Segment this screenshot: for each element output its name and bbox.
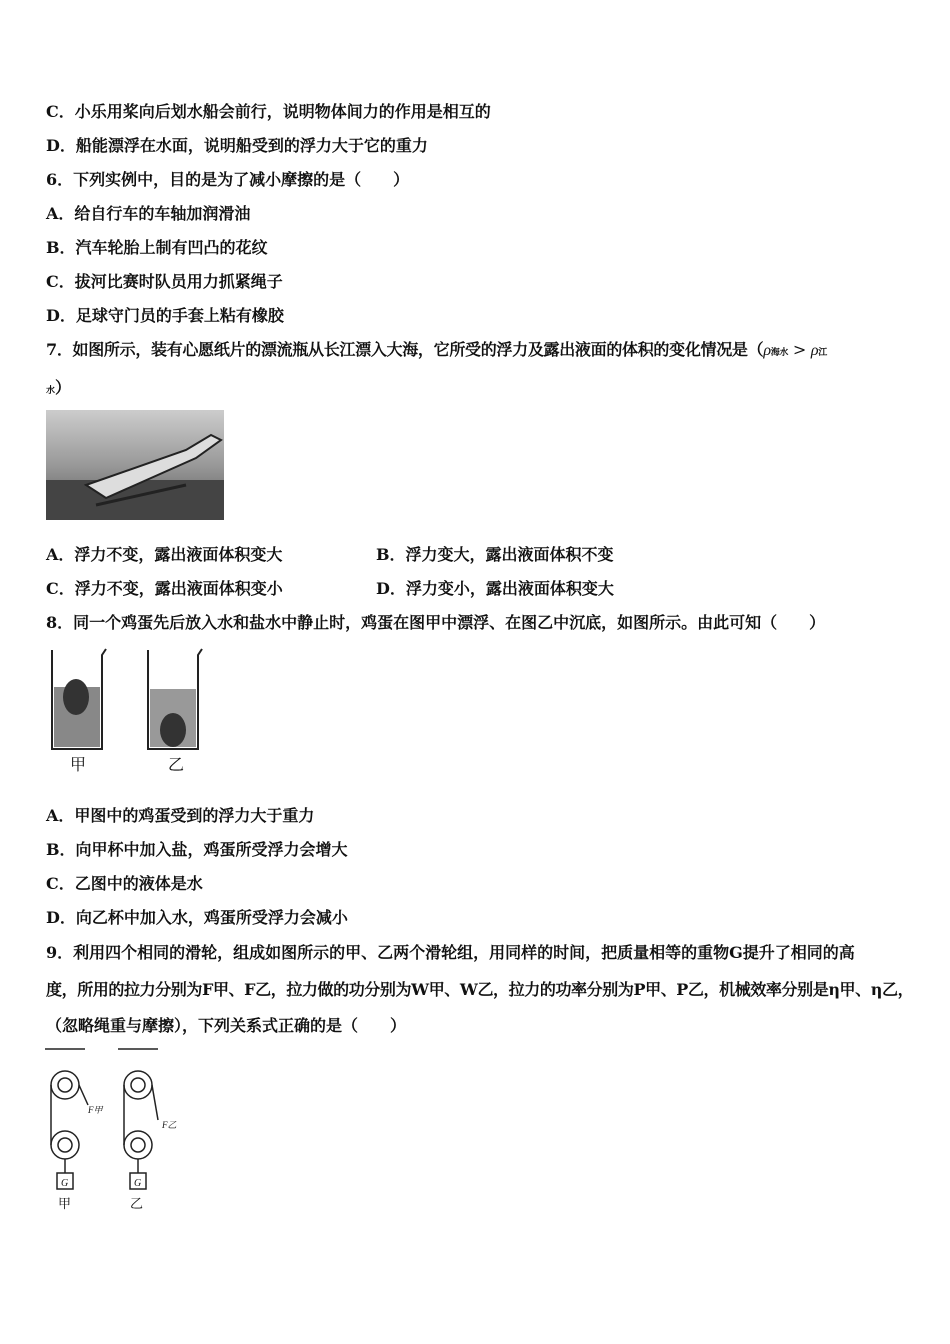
weight-g-yi: G <box>134 1178 142 1189</box>
force-f-yi: F乙 <box>162 1120 177 1130</box>
q7-option-d: D．浮力变小，露出液面体积变大 <box>376 579 614 598</box>
q7-option-b: B．浮力变大，露出液面体积不变 <box>376 545 614 564</box>
q8-option-c: C．乙图中的液体是水 <box>46 874 203 893</box>
q7-option-a: A．浮力不变，露出液面体积变大 <box>46 545 283 564</box>
label-jia: 甲 <box>70 755 87 774</box>
q6-option-a: A．给自行车的车轴加润滑油 <box>46 204 251 223</box>
q8-option-b: B．向甲杯中加入盐，鸡蛋所受浮力会增大 <box>46 840 348 859</box>
beaker-yi <box>148 649 202 749</box>
q9-line1: 9．利用四个相同的滑轮，组成如图所示的甲、乙两个滑轮组，用同样的时间，把质量相等的重物G提升了相同的高 <box>46 943 855 962</box>
pulley-label-jia: 甲 <box>58 1197 72 1212</box>
gt-symbol: > <box>788 340 811 359</box>
beakers-figure <box>46 645 216 755</box>
rho-symbol: ρ <box>810 342 819 359</box>
q8-option-d: D．向乙杯中加入水，鸡蛋所受浮力会减小 <box>46 908 348 927</box>
q7-stem <box>46 340 827 363</box>
rho-symbol: ρ <box>763 342 771 359</box>
beaker-jia <box>52 649 106 749</box>
sea-water-subscript: 海水 <box>770 348 789 358</box>
q5-option-c: C．小乐用桨向后划水船会前行，说明物体间力的作用是相互的 <box>46 102 491 121</box>
q9-line3: （忽略绳重与摩擦），下列关系式正确的是（ ） <box>46 1016 407 1035</box>
pulley-label-yi: 乙 <box>130 1197 144 1212</box>
river-subscript: 江 <box>818 348 827 358</box>
q6-stem: 6．下列实例中，目的是为了减小摩擦的是（ ） <box>46 170 410 189</box>
q7-stem-cont <box>46 378 71 401</box>
q5-option-d: D．船能漂浮在水面，说明船受到的浮力大于它的重力 <box>46 136 428 155</box>
label-yi: 乙 <box>168 755 185 774</box>
q8-option-a: A．甲图中的鸡蛋受到的浮力大于重力 <box>46 806 315 825</box>
q6-option-d: D．足球守门员的手套上粘有橡胶 <box>46 306 284 325</box>
q6-option-c: C．拔河比赛时队员用力抓紧绳子 <box>46 272 283 291</box>
river-subscript-2: 水 <box>46 386 56 396</box>
q9-line2: 度，所用的拉力分别为F甲、F乙，拉力做的功分别为W甲、W乙，拉力的功率分别为P甲、P乙，机械效率分别是η甲、η乙， <box>46 980 914 999</box>
force-f-jia: F甲 <box>88 1105 103 1115</box>
q6-option-b: B．汽车轮胎上制有凹凸的花纹 <box>46 238 268 257</box>
q7-stem-text: 7．如图所示，装有心愿纸片的漂流瓶从长江漂入大海，它所受的浮力及露出液面的体积的变化情况是（ <box>46 340 764 359</box>
close-paren: ） <box>55 378 72 397</box>
q8-stem: 8．同一个鸡蛋先后放入水和盐水中静止时，鸡蛋在图甲中漂浮、在图乙中沉底，如图所示。由此可知（ ） <box>46 613 826 632</box>
weight-g-jia: G <box>61 1178 69 1189</box>
q7-option-c: C．浮力不变，露出液面体积变小 <box>46 579 283 598</box>
bottle-photo <box>46 410 224 520</box>
